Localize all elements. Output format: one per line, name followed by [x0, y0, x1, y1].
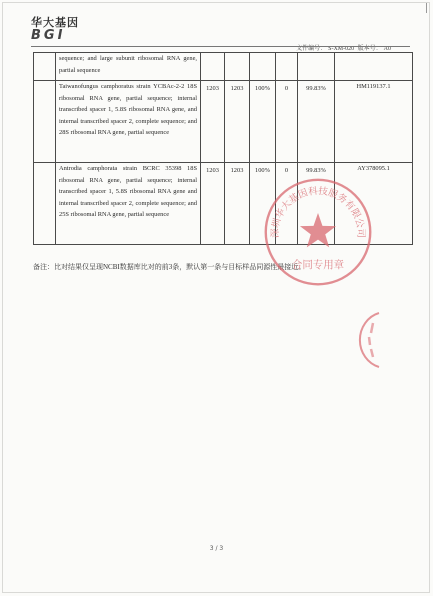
align-length-cell: 1203 [225, 163, 250, 245]
page-number: 3 / 3 [209, 545, 224, 552]
index-cell [34, 53, 56, 81]
query-length-cell: 1203 [201, 81, 225, 163]
description-cell: Antrodia camphorata strain BCRC 35398 18S ribosomal RNA gene, partial sequence; internal transcribed spacer 1, 5.8S ribosomal RNA gene and internal transcribed spacer 2, complete sequence; and 25S ribosomal RNA gene, partial sequence [56, 163, 201, 245]
version: A0 [383, 46, 391, 52]
coverage-cell: 100% [250, 81, 276, 163]
accession-cell: AY378095.1 [335, 163, 413, 245]
identity-cell: 99.83% [298, 81, 335, 163]
document-meta [294, 43, 391, 52]
company-seal [261, 175, 375, 289]
query-length-cell [201, 53, 225, 81]
seal-arc-text: 深圳华大基因科技服务有限公司 [270, 185, 366, 239]
company-logo [31, 17, 89, 43]
remark-note: 备注：比对结果仅呈现NCBI数据库比对的前3条，默认第一条与目标样品同源性最接近。 [33, 263, 306, 271]
gaps-cell: 0 [276, 81, 298, 163]
align-length-cell: 1203 [225, 81, 250, 163]
description-cell: Taiwanofungus camphoratus strain YCBAc-2-2 18S ribosomal RNA gene, partial sequence; internal transcribed spacer 1, 5.8S ribosomal RNA gene, and internal transcribed spacer 2, complete sequence; and 28S ribosomal RNA gene, partial sequence [56, 81, 201, 163]
description-cell: sequence; and large subunit ribosomal RNA gene, partial sequence [56, 53, 201, 81]
query-length-cell: 1203 [201, 163, 225, 245]
coverage-cell [250, 53, 276, 81]
align-length-cell [225, 53, 250, 81]
partial-seal-stamp [349, 311, 389, 369]
index-cell [34, 81, 56, 163]
doc-no: S-XM-020 [328, 46, 355, 52]
coverage-cell: 100% [250, 163, 276, 245]
index-cell [34, 163, 56, 245]
gaps-cell: 0 [276, 163, 298, 245]
scan-edge-mark [426, 3, 427, 13]
table-row [34, 81, 413, 163]
accession-cell: HM119137.1 [335, 81, 413, 163]
gaps-cell [276, 53, 298, 81]
identity-cell [298, 53, 335, 81]
seal-bottom-text: 合同专用章 [291, 259, 345, 272]
seal-star-icon [300, 213, 336, 247]
table-row [34, 53, 413, 81]
logo-english: BGI [31, 28, 66, 43]
logo-chinese: 华大基因 [31, 16, 79, 29]
header-divider [31, 46, 410, 47]
accession-cell [335, 53, 413, 81]
identity-cell: 99.83% [298, 163, 335, 245]
doc-no-label: 文件编号： [296, 46, 327, 52]
version-label: 版本号： [357, 46, 382, 52]
